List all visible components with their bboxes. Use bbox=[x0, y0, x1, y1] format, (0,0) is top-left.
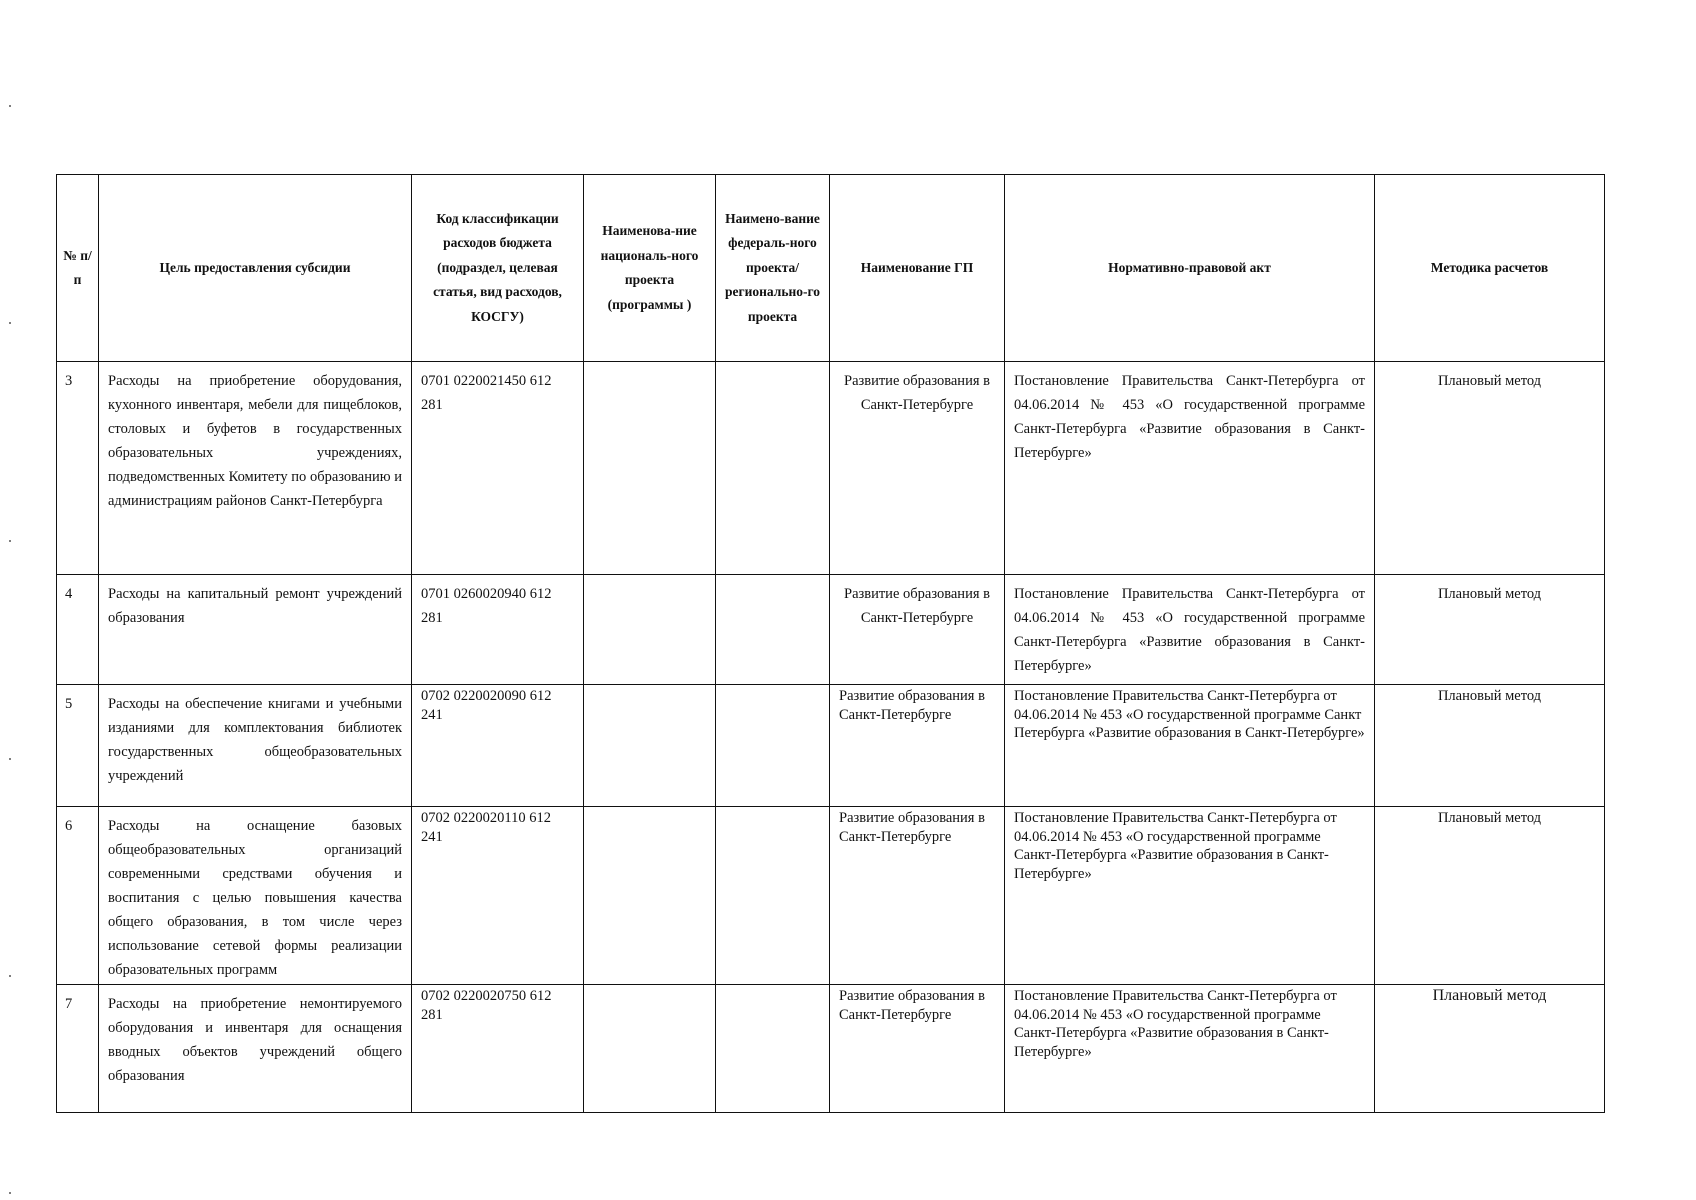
table-row bbox=[57, 362, 1605, 575]
row-code: 0702 0220020090 612 241 bbox=[412, 685, 584, 807]
row-method: Плановый метод bbox=[1375, 985, 1605, 1113]
scan-speck bbox=[9, 758, 11, 760]
header-method: Методика расчетов bbox=[1375, 175, 1605, 362]
row-code: 0701 0260020940 612 281 bbox=[412, 575, 584, 685]
row-gp: Развитие образования в Санкт-Петербурге bbox=[830, 685, 1005, 807]
row-national-project bbox=[584, 575, 716, 685]
scan-speck bbox=[9, 105, 11, 107]
row-goal: Расходы на приобретение оборудования, кухонного инвентаря, мебели для пищеблоков, столовых и буфетов в государственных образовательных учреждениях, подведомственных Комитету по образованию и администрациям районов Санкт-Петербурга bbox=[99, 362, 412, 575]
scan-speck bbox=[9, 322, 11, 324]
row-gp: Развитие образования в Санкт-Петербурге bbox=[830, 575, 1005, 685]
row-gp: Развитие образования в Санкт-Петербурге bbox=[830, 362, 1005, 575]
scan-speck bbox=[9, 975, 11, 977]
header-num: № п/п bbox=[57, 175, 99, 362]
row-method: Плановый метод bbox=[1375, 575, 1605, 685]
row-act: Постановление Правительства Санкт-Петербурга от 04.06.2014 № 453 «О государственной программе Санкт-Петербурга «Развитие образования в Санкт-Петербурге» bbox=[1005, 807, 1375, 985]
row-num: 4 bbox=[57, 575, 99, 685]
table-row bbox=[57, 685, 1605, 807]
header-national-project: Наименова-ние националь-ного проекта (программы ) bbox=[584, 175, 716, 362]
row-national-project bbox=[584, 685, 716, 807]
subsidy-table bbox=[56, 174, 1605, 1113]
row-gp: Развитие образования в Санкт-Петербурге bbox=[830, 807, 1005, 985]
table-row bbox=[57, 807, 1605, 985]
row-national-project bbox=[584, 362, 716, 575]
header-goal: Цель предоставления субсидии bbox=[99, 175, 412, 362]
row-federal-project bbox=[716, 575, 830, 685]
row-num: 5 bbox=[57, 685, 99, 807]
row-federal-project bbox=[716, 685, 830, 807]
row-act: Постановление Правительства Санкт-Петербурга от 04.06.2014 № 453 «О государственной программе Санкт-Петербурга «Развитие образования в Санкт-Петербурге» bbox=[1005, 362, 1375, 575]
row-act: Постановление Правительства Санкт-Петербурга от 04.06.2014 № 453 «О государственной программе Санкт Петербурга «Развитие образования в Санкт-Петербурге» bbox=[1005, 685, 1375, 807]
row-act: Постановление Правительства Санкт-Петербурга от 04.06.2014 № 453 «О государственной программе Санкт-Петербурга «Развитие образования в Санкт-Петербурге» bbox=[1005, 985, 1375, 1113]
row-federal-project bbox=[716, 362, 830, 575]
header-code: Код классификации расходов бюджета (подраздел, целевая статья, вид расходов, КОСГУ) bbox=[412, 175, 584, 362]
row-act: Постановление Правительства Санкт-Петербурга от 04.06.2014 № 453 «О государственной программе Санкт-Петербурга «Развитие образования в Санкт-Петербурге» bbox=[1005, 575, 1375, 685]
table-row bbox=[57, 985, 1605, 1113]
row-federal-project bbox=[716, 807, 830, 985]
row-num: 6 bbox=[57, 807, 99, 985]
row-goal: Расходы на приобретение немонтируемого оборудования и инвентаря для оснащения вводных объектов учреждений общего образования bbox=[99, 985, 412, 1113]
row-federal-project bbox=[716, 985, 830, 1113]
header-act: Нормативно-правовой акт bbox=[1005, 175, 1375, 362]
row-code: 0702 0220020110 612 241 bbox=[412, 807, 584, 985]
row-num: 3 bbox=[57, 362, 99, 575]
row-goal: Расходы на оснащение базовых общеобразовательных организаций современными средствами обучения и воспитания с целью повышения качества общего образования, в том числе через использование сетевой формы реализации образовательных программ bbox=[99, 807, 412, 985]
table-row bbox=[57, 575, 1605, 685]
row-national-project bbox=[584, 807, 716, 985]
row-method: Плановый метод bbox=[1375, 807, 1605, 985]
row-method: Плановый метод bbox=[1375, 362, 1605, 575]
scan-speck bbox=[9, 1192, 11, 1194]
row-goal: Расходы на капитальный ремонт учреждений образования bbox=[99, 575, 412, 685]
row-gp: Развитие образования в Санкт-Петербурге bbox=[830, 985, 1005, 1113]
header-federal-project: Наимено-вание федераль-ного проекта/ регионально-го проекта bbox=[716, 175, 830, 362]
row-goal: Расходы на обеспечение книгами и учебными изданиями для комплектования библиотек государственных общеобразовательных учреждений bbox=[99, 685, 412, 807]
header-gp: Наименование ГП bbox=[830, 175, 1005, 362]
row-num: 7 bbox=[57, 985, 99, 1113]
scan-speck bbox=[9, 540, 11, 542]
row-method: Плановый метод bbox=[1375, 685, 1605, 807]
row-code: 0701 0220021450 612 281 bbox=[412, 362, 584, 575]
table-header-row bbox=[57, 175, 1605, 362]
row-code: 0702 0220020750 612 281 bbox=[412, 985, 584, 1113]
row-national-project bbox=[584, 985, 716, 1113]
